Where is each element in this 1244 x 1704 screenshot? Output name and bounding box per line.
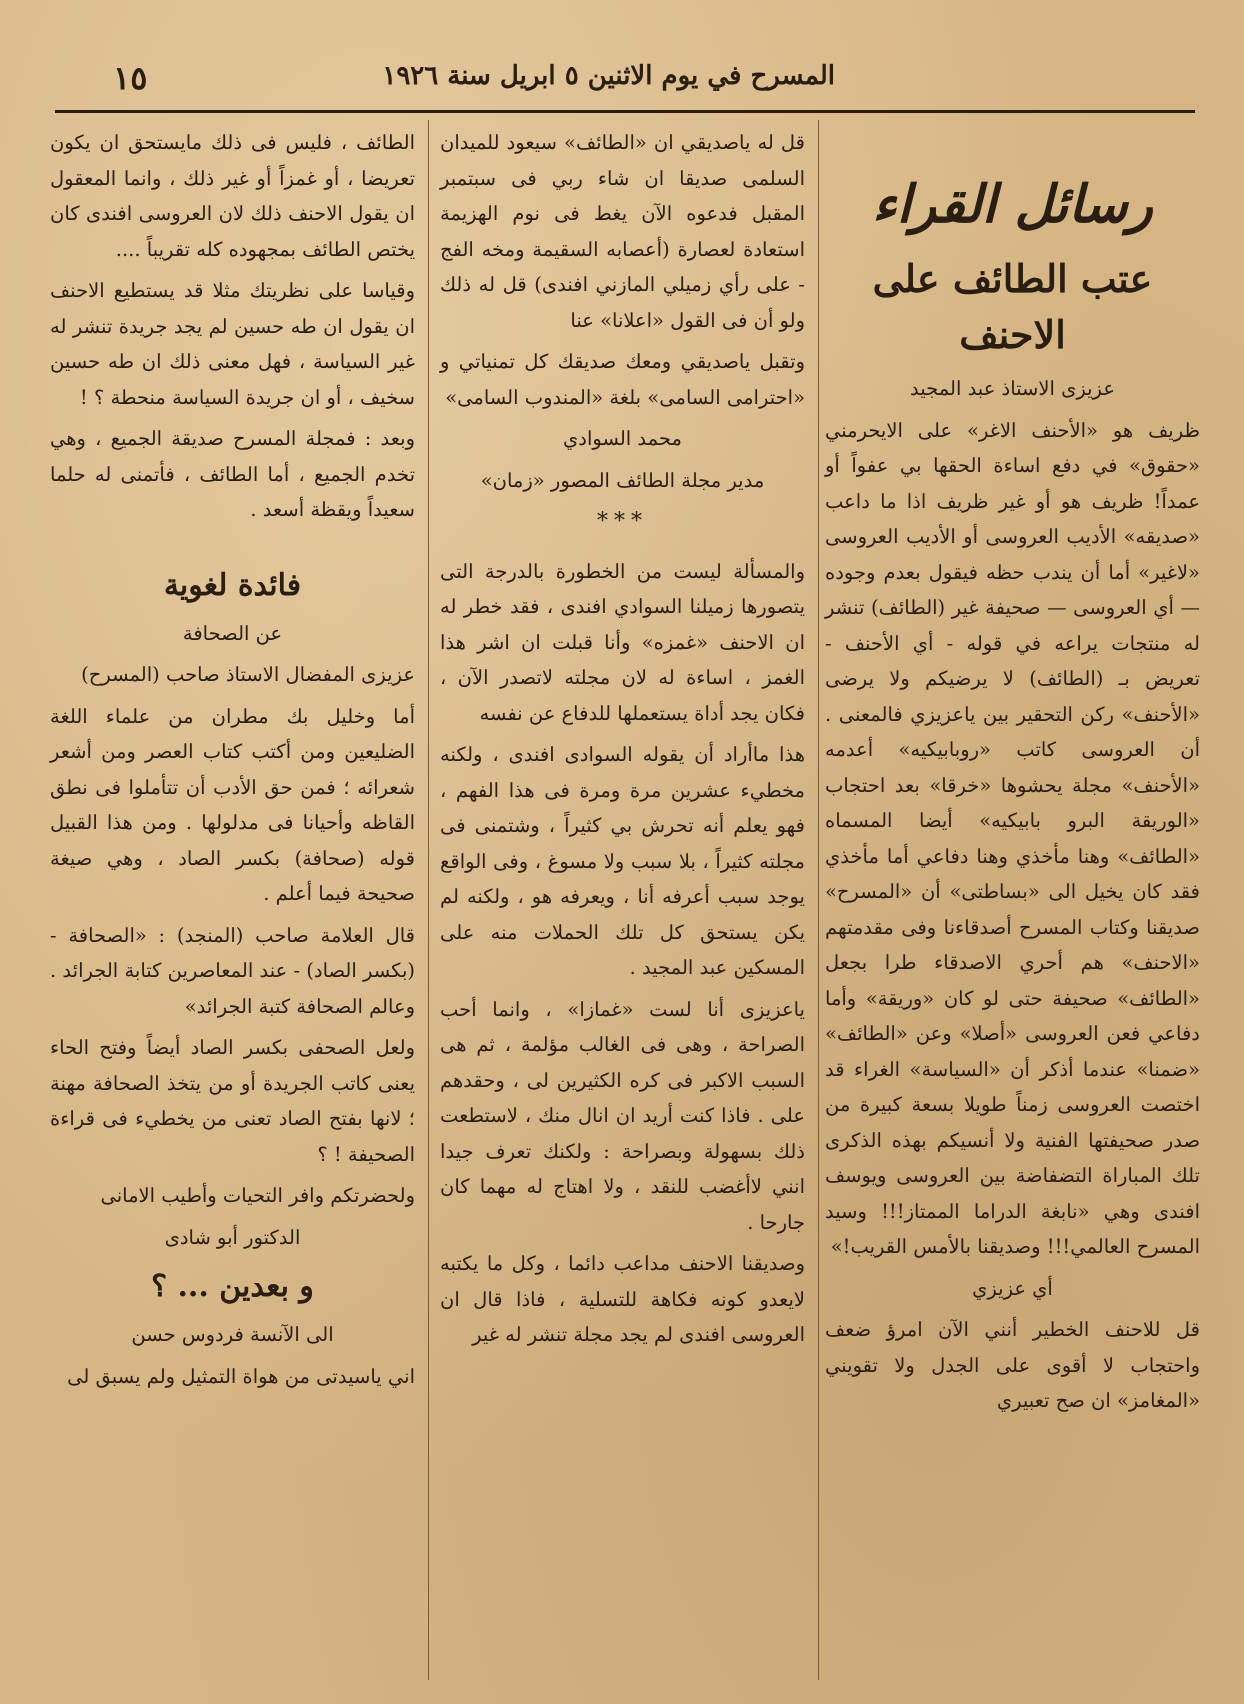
paragraph: وبعد : فمجلة المسرح صديقة الجميع ، وهي تخدم الجميع ، أما الطائف ، فأتمنى له حلما سعيداً ويقظة أسعد .: [50, 427, 415, 521]
page-header: [55, 55, 1195, 107]
paragraph: وتقبل ياصديقي ومعك صديقك كل تمنياتي و «احترامى السامى» بلغة «المندوب السامى»: [440, 350, 805, 409]
column-left: [50, 125, 415, 1400]
section-separator: ***: [597, 509, 648, 534]
paragraph-opening: أي عزيزي: [972, 1276, 1053, 1300]
header-title: المسرح في يوم الاثنين ٥ ابريل سنة ١٩٢٦: [382, 61, 835, 91]
page-number: ١٥: [113, 59, 148, 97]
article-subheadline: عن الصحافة: [182, 621, 283, 645]
signature-name: محمد السوادي: [563, 427, 682, 450]
column-divider: [818, 120, 819, 1680]
paragraph: والمسألة ليست من الخطورة بالدرجة التى يتصورها زميلنا السوادي افندى ، فقد خطر له ان الاحنف «غمزه» وأنا قبلت ان اشر هذا الغمز ، اساءة له لان مجلته لاتصدر الآن ، فكان يجد أداة يستعملها للدفاع عن نفسه: [440, 559, 805, 725]
paragraph: اني ياسيدتى من هواة التمثيل ولم يسبق لى: [67, 1364, 415, 1388]
paragraph: ولعل الصحفى بكسر الصاد أيضاً وفتح الحاء يعنى كاتب الجريدة أو من يتخذ الصحافة مهنة ؛ لانها بفتح الصاد تعنى من يخطيء فى قراءة الصحيفة ! ؟: [50, 1036, 415, 1166]
signature-name: الدكتور أبو شادى: [164, 1225, 301, 1249]
column-middle: [440, 125, 805, 1359]
paragraph: ياعزيزى أنا لست «غمازا» ، وانما أحب الصراحة ، وهى فى الغالب مؤلمة ، ثم هى السبب الاكبر فى كره الكثيرين لى ، وحقدهم على . فاذا كنت أريد ان انال منك ، لاستطعت ذلك بسهولة وبصراحة : ولكنك تعرف جيدا انني لاأغضب للنقد ، ولا اهتاج له مهما كان جارحا .: [440, 997, 805, 1234]
article-headline: فائدة لغوية: [163, 567, 302, 603]
paragraph: هذا ماأراد أن يقوله السوادى افندى ، ولكنه مخطيء عشرين مرة ومرة فى هذا الفهم ، فهو يعلم أنه تحرش بي كثيراً ، وشتمنى فى مجلته كثيراً ، بلا سبب ولا مسوغ ، وفى الواقع يوجد سبب أعرفه أنا ، ويعرفه هو ، ولكنه لم يكن يستحق كل تلك الحملات منه على المسكين عبد المجيد .: [440, 743, 805, 979]
paragraph: وصديقنا الاحنف مداعب دائما ، وكل ما يكتبه لايعدو كونه فكاهة للتسلية ، فاذا قال ان العروسى افندى لم يجد مجلة تنشر له غير: [440, 1252, 805, 1346]
header-rule: [55, 110, 1195, 113]
paragraph: الطائف ، فليس فى ذلك مايستحق ان يكون تعريضا ، أو غمزاً أو غير ذلك ، وانما المعقول ان يقول الاحنف ذلك لان العروسى افندى كان يختص الطائف بمجهوده كله تقريباً ....: [50, 131, 415, 261]
paragraph: وقياسا على نظريتك مثلا قد يستطيع الاحنف ان يقول ان طه حسين لم يجد جريدة تنشر له غير السياسة ، فهل معنى ذلك ان طه حسين سخيف ، أو ان جريدة السياسة منحطة ؟ !: [50, 279, 415, 409]
paragraph: قل للاحنف الخطير أنني الآن امرؤ ضعف واحتجاب لا أقوى على الجدل ولا تقويني «المغامز» ان صح تعبيري: [825, 1318, 1200, 1412]
letter-greeting: عزيزى الاستاذ عبد المجيد: [910, 377, 1115, 400]
paragraph: أما وخليل بك مطران من علماء اللغة الضليعين ومن أكتب كتاب العصر ومن أشعر شعرائه ؛ فمن حق الأدب أن تتأملوا فى نطق القاظه وأحيانا فى مدلولها . ومن هذا القبيل قوله (صحافة) بكسر الصاد ، وهي صيغة صحيحة فيما أعلم .: [50, 704, 415, 905]
signature-title: مدير مجلة الطائف المصور «زمان»: [480, 468, 765, 492]
letter-greeting: عزيزى المفضال الاستاذ صاحب (المسرح): [81, 663, 415, 686]
paragraph: ولحضرتكم وافر التحيات وأطيب الامانى: [100, 1184, 415, 1207]
column-right: [825, 125, 1200, 1425]
article-headline: عتب الطائف على الاحنف: [872, 256, 1153, 357]
section-masthead: رسائل القراء: [872, 174, 1153, 235]
paragraph: قل له ياصديقي ان «الطائف» سيعود للميدان السلمى صديقا ان شاء ربي فى سبتمبر المقبل فدعوه الآن يغط فى نوم الهزيمة استعادة لعصارة (أعصابه السقيمة ومخه الفج - على رأي زميلي المازني افندى) قل له ذلك ولو أن فى القول «اعلانا» عنا: [440, 131, 805, 332]
letter-addressee: الى الآنسة فردوس حسن: [131, 1323, 334, 1346]
column-divider: [428, 120, 429, 1680]
paragraph: ظريف هو «الأحنف الاغر» على الايحرمني «حقوق» في دفع اساءة الحقها بي عفواً أو عمداً! ظريف هو أو غير ظريف اذا ما داعب «صديقه» الأديب العروسى أو الأديب العروسى «لاغير» أما أن يندب حظه فيقول بعدم وجوده — أي العروسى — صحيفة غير (الطائف) تنشر له منتجات يراعه في قوله - أي الأحنف - تعريض بـ (الطائف) لا يرضيكم ولا يرضى «الأحنف» ركن التحقير بين ياعزيزي فالمعنى . أن العروسى كاتب «روبابيكيه» أعدمه «الأحنف» مجلة يحشوها «خرقا» بعد احتجاب «الوريقة البرو بابيكيه» أيضا المسماه «الطائف» وهنا مأخذي وهنا دفاعي أما مأخذي فقد كان يخيل الى «بساطتى» أن «المسرح» صديقنا وكتاب المسرح أصدقاءنا وفى مقدمتهم «الاحنف» هم أحري الاصدقاء طرا بجعل «الطائف» صحيفة حتى لو كان «وريقة» وأما دفاعي فعن العروسى «أصلا» وعن «الطائف» «ضمنا» عندما أذكر أن «السياسة» الغراء قد اختصت العروسى زمناً طويلا بسعة كبيرة من صدر صحيفتها الفنية ولا أنسيكم بهذه الذكرى تلك المباراة التضفاضة بين العروسى ويوسف افندى وهي «نابغة الدراما الممتاز!!! وسيد المسرح العالمي!!! وصديقنا بالأمس القريب!»: [825, 418, 1200, 1258]
article-headline: و بعدين ... ؟: [151, 1269, 314, 1304]
paragraph: قال العلامة صاحب (المنجد) : «الصحافة - (بكسر الصاد) - عند المعاصرين كتابة الجرائد . وعالم الصحافة كتبة الجرائد»: [50, 923, 415, 1018]
